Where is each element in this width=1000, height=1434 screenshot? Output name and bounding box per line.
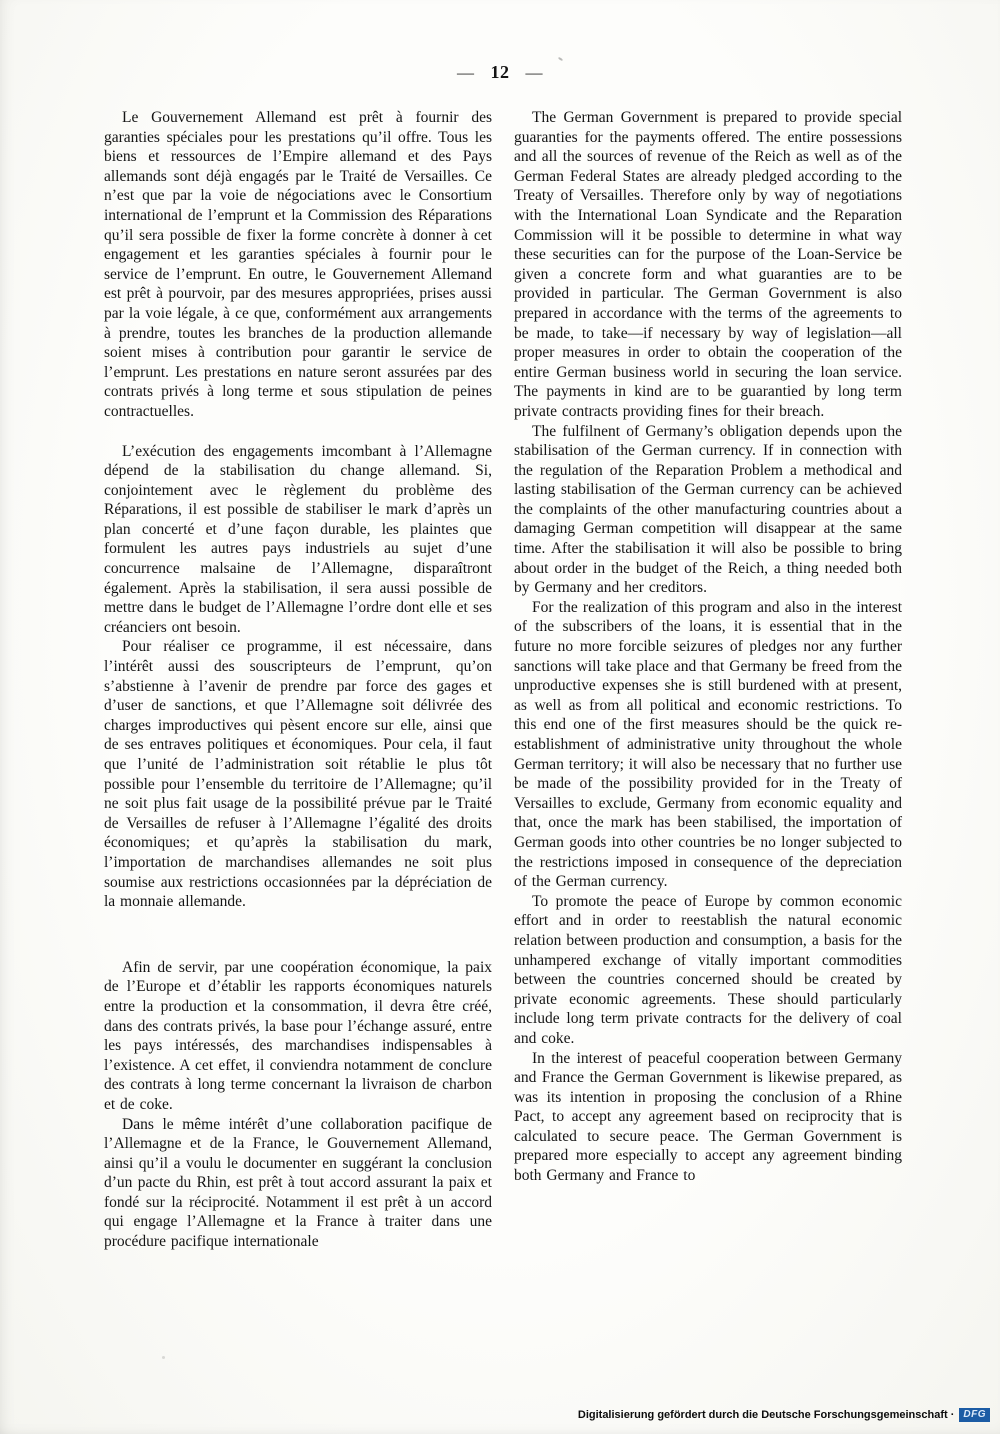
paragraph: The fulfilnent of Germany’s obligation depends upon the stabilisation of the German currency. If in connection with the regulation of the Reparation Problem a methodical and lasting stabilisation of the German currency can be achieved the complaints of the other manufacturing countries about a damaging German competition will disappear at the same time. After the stabilisation it will also be possible to bring about order in the budget of the Reich, a thing needed both by Germany and her creditors. bbox=[514, 422, 902, 597]
paragraph: In the interest of peaceful cooperation between Germany and France the German Government is likewise prepared, as was its intention in proposing the conclusion of a Rhine Pact, to accept any agreement based on reciprocity that is calculated to secure peace. The German Government is prepared more especially to accept any agreement binding both Germany and France to bbox=[514, 1049, 902, 1185]
paragraph: Pour réaliser ce programme, il est nécessaire, dans l’intérêt aussi des souscripteurs de l’emprunt, qu’on s’abstienne à l’avenir de prendre par force des gages et d’user de sanctions, et que l’Allemagne soit délivrée des charges improductives qui pèsent encore sur elle, ainsi que de ses entraves politiques et économiques. Pour cela, il faut que l’unité de l’administration soit rétablie le plus tôt possible pour l’ensemble du territoire de l’Allemagne; qu’il ne soit plus fait usage de la possibilité prévue par le Traité de Versailles de refuser à l’Allemagne l’égalité des droits économiques; et qu’après la stabilisation du mark, l’importation de marchandises allemandes ne soit plus soumise aux restrictions occasionnées par la dépréciation de la monnaie allemande. bbox=[104, 638, 492, 911]
page-number-dash-left: — bbox=[457, 63, 475, 82]
scan-speck bbox=[558, 57, 563, 62]
scan-speck bbox=[162, 1356, 165, 1359]
paragraph: To promote the peace of Europe by common economic effort and in order to reestablish the natural economic relation between production and consumption, a basis for the unhampered exchange of vitally important commodities between the countries concerned should be created by private economic agreements. These should particularly include long term private contracts for the delivery of coal and coke. bbox=[514, 892, 902, 1047]
paragraph: The German Government is prepared to provide special guaranties for the payments offered. The entire possessions and all the sources of revenue of the Reich as well as of the German Federal States are already pledged according to the Treaty of Versailles. Therefore only by way of negotiations with the International Loan Syndicate and the Reparation Commission will it be possible to determine in what way these securities can for the purpose of the Loan-Service be given a concrete form and what guaranties are to be provided in particular. The German Government is also prepared in accordance with the terms of the agreements to be made, to take—if necessary by way of legislation—all proper measures in order to obtain the cooperation of the entire German business world in securing the loan service. The payments in kind are to be guarantied by long term private contracts providing fines for their breach. bbox=[514, 109, 902, 420]
paragraph: L’exécution des engagements imcombant à l’Allemagne dépend de la stabilisation du change allemand. Si, conjointement avec le règlement du problème des Réparations, il est possible de stabiliser le mark d’après un plan concerté et d’une façon durable, les plaintes que formulent les autres pays industriels au sujet d’une concurrence malsaine de l’Allemagne, disparaîtront également. Après la stabilisation, il sera aussi possible de mettre dans le budget de l’Allemagne l’ordre dont elle et ses créanciers ont besoin. bbox=[104, 442, 492, 636]
column-english bbox=[514, 108, 902, 1252]
page-header bbox=[0, 62, 1000, 83]
paragraph: Afin de servir, par une coopération économique, la paix de l’Europe et d’établir les rapports économiques naturels entre la production et la consommation, il devra être créé, dans des contrats privés, la base pour l’échange assuré, entre les pays intéressés, des marchandises indispensables à l’existence. A cet effet, il conviendra notamment de conclure des contrats à long terme concernant la livraison de charbon et de coke. bbox=[104, 958, 492, 1113]
digitization-credit: Digitalisierung gefördert durch die Deutsche Forschungsgemeinschaft · bbox=[577, 1409, 955, 1421]
dfg-logo: DFG bbox=[959, 1408, 990, 1422]
paragraph: Dans le même intérêt d’une collaboration pacifique de l’Allemagne et de la France, le Gouvernement Allemand, ainsi qu’il a voulu le documenter en suggérant la conclusion d’un pacte du Rhin, est prêt à tout accord assurant la paix et fondé sur la réciprocité. Notamment il est prêt à un accord qui engage l’Allemagne et la France à traiter dans une procédure pacifique internationale bbox=[104, 1115, 492, 1251]
two-column-text bbox=[104, 108, 902, 1252]
paragraph: For the realization of this program and also in the interest of the subscribers of the loans, it is essential that in the future no more forcible seizures of pledges nor any further sanctions will take place and that Germany be freed from the unproductive expenses she is still burdened with at present, as well as from all political and economic restrictions. To this end one of the first measures should be the quick re-establishment of administrative unity throughout the whole German territory; it will also be necessary that no further use be made of the possibility provided for in the Treaty of Versailles to exclude, Germany from economic equality and that, once the mark has been stabilised, the importation of German goods into other countries be no longer subjected to the restrictions imposed in consequence of the depreciation of the German currency. bbox=[514, 598, 902, 891]
column-french bbox=[104, 108, 492, 1252]
page-number: 12 bbox=[490, 62, 510, 82]
paragraph: Le Gouvernement Allemand est prêt à fournir des garanties spéciales pour les prestations qu’il offre. Tous les biens et ressources de l’Empire allemand et des Pays allemands sont déjà engagés par le Traité de Versailles. Ce n’est que par la voie de négociations avec le Consortium international de l’emprunt et la Commission des Réparations qu’il sera possible de fixer la forme concrète à donner à cet engagement et les garanties spéciales à fournir pour le service de l’emprunt. En outre, le Gouvernement Allemand est prêt à pourvoir, par des mesures appropriées, prises aussi par la voie légale, à ce que, conformément aux arrangements à prendre, toutes les branches de la production allemande soient mises à contribution pour garantir le service de l’emprunt. Les prestations en nature seront assurées par des contrats privés à long terme et sous stipulation de peines contractuelles. bbox=[104, 109, 492, 420]
page-number-dash-right: — bbox=[525, 63, 543, 82]
digitization-footer bbox=[578, 1408, 990, 1422]
